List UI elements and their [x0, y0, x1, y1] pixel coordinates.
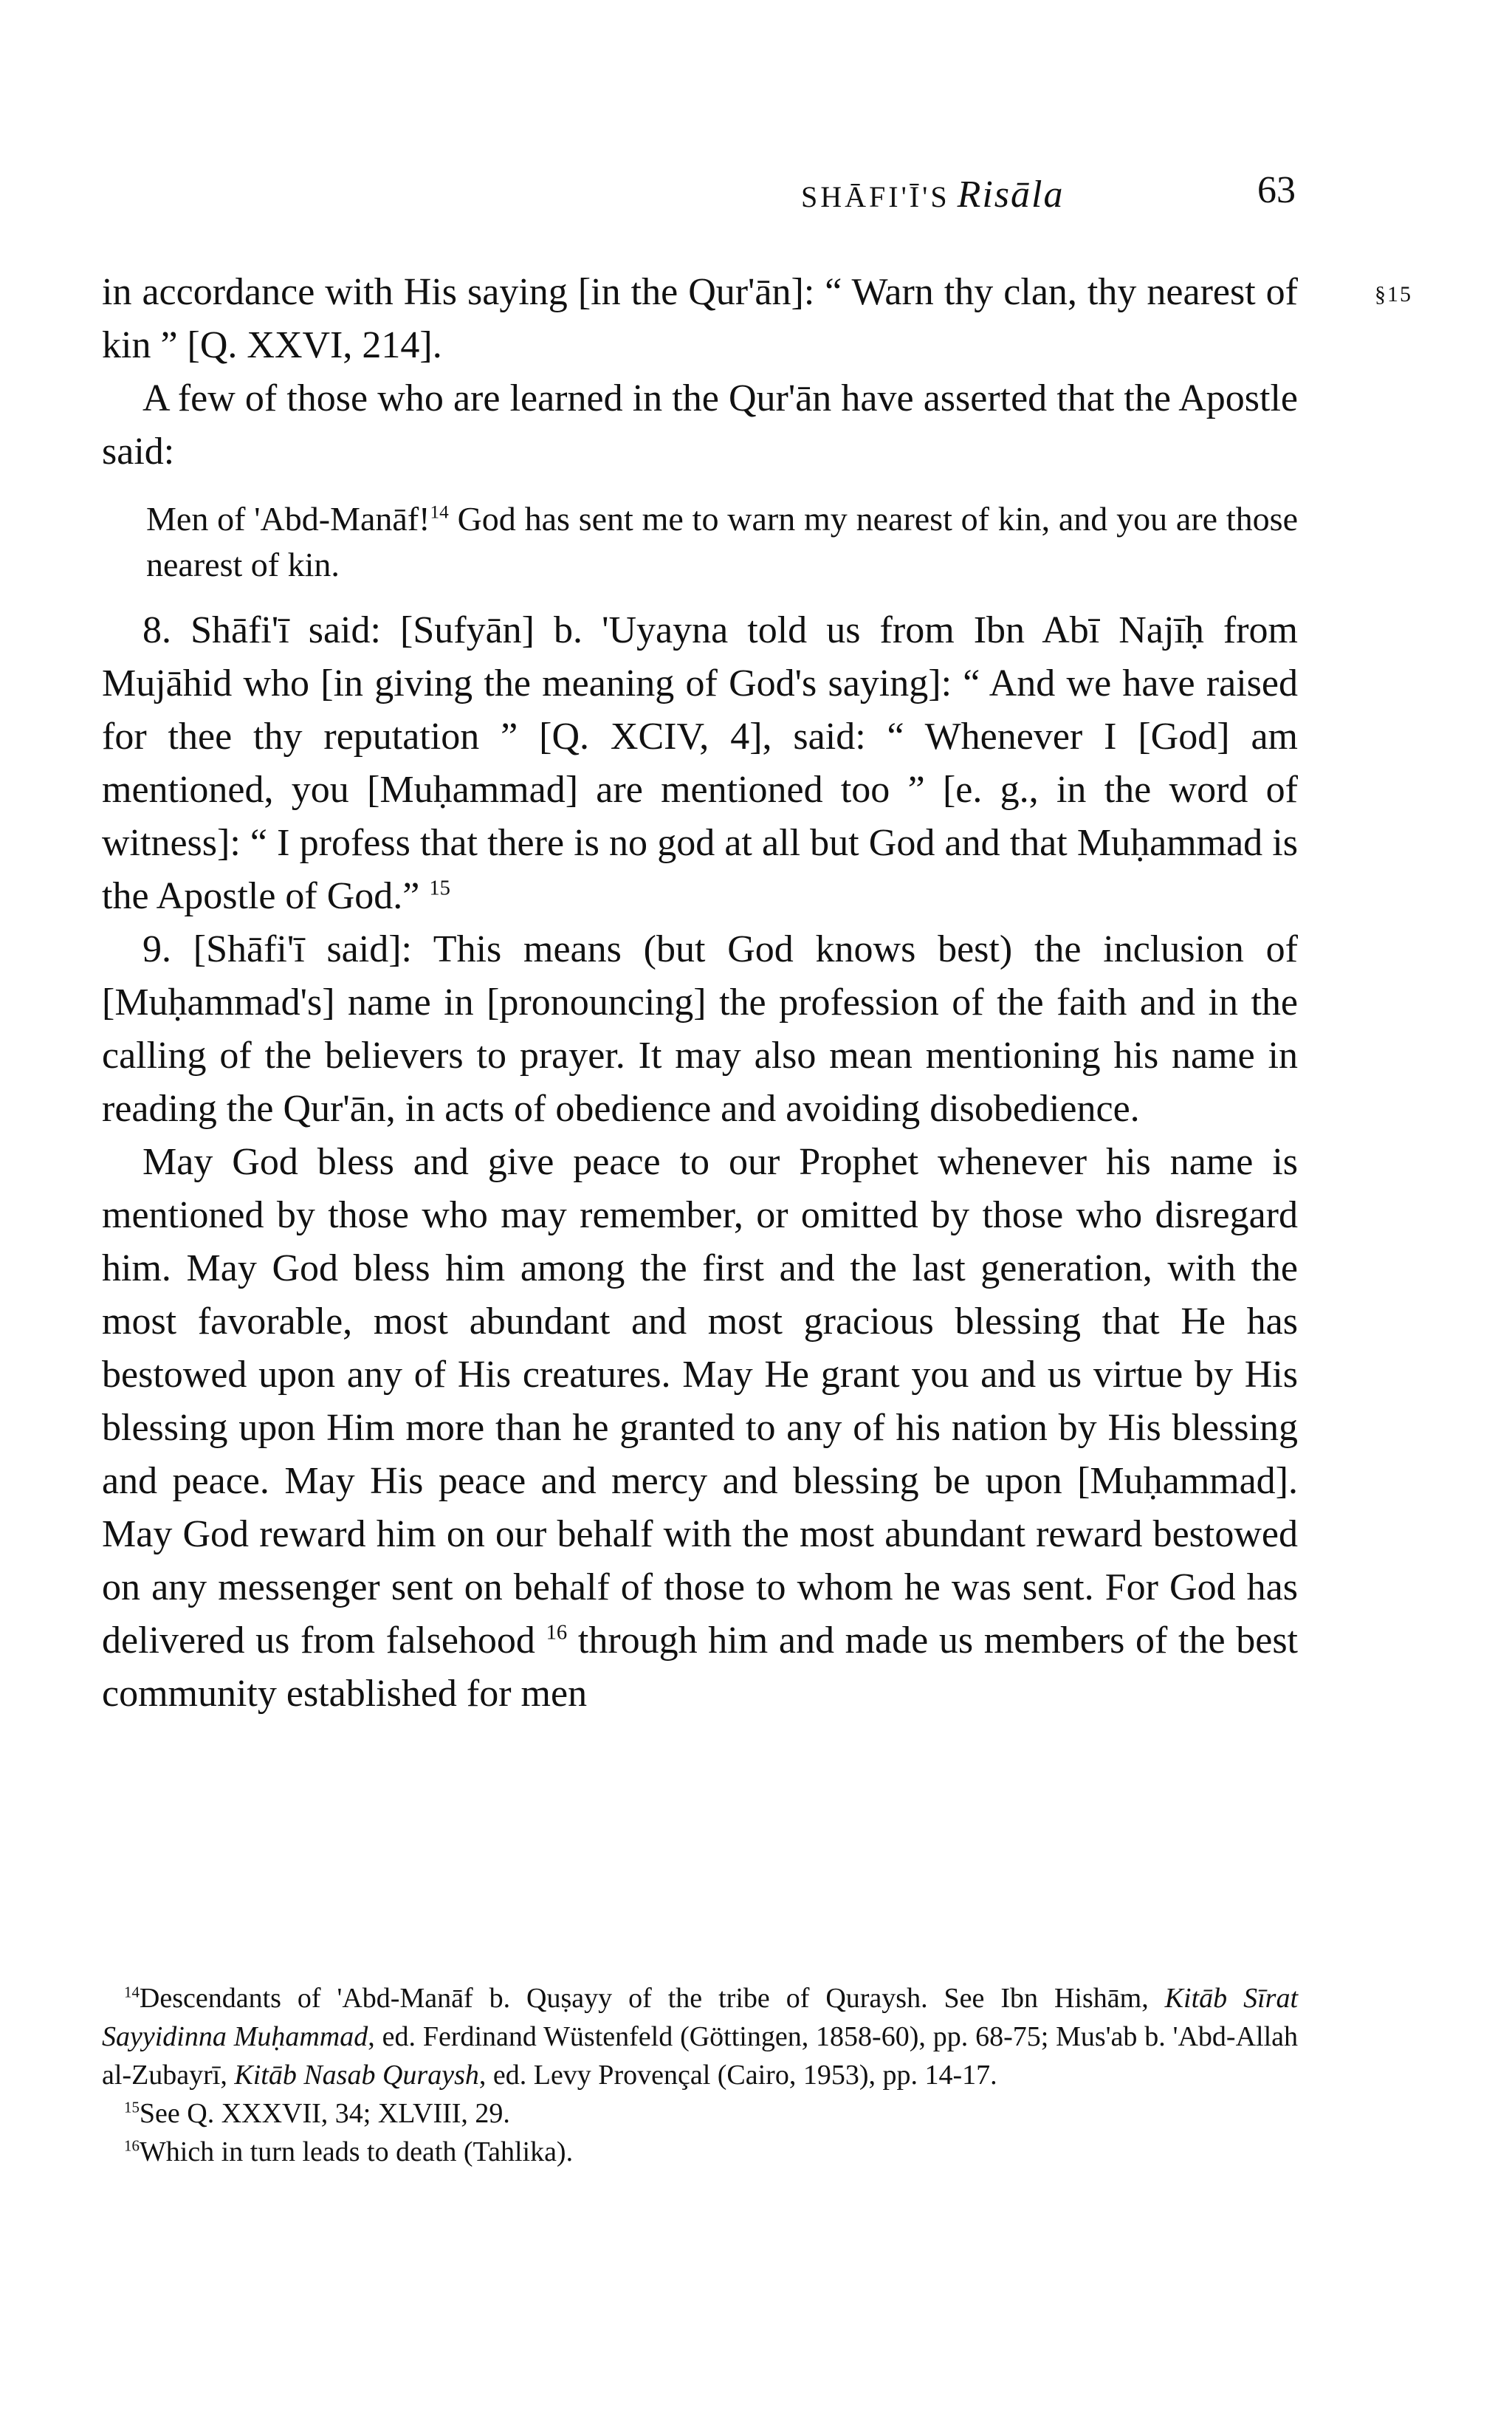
footnote-14: [102, 1979, 1298, 2094]
footnote-14-text-3: , ed. Levy Provençal (Cairo, 1953), pp. 14-17.: [478, 2060, 997, 2091]
footnote-15-text: See Q. XXXVII, 34; XLVIII, 29.: [139, 2098, 510, 2129]
section-margin-reference: §15: [1375, 282, 1412, 306]
running-head: [801, 173, 1064, 216]
footnote-ref-16: 16: [546, 1621, 568, 1645]
footnote-15: [102, 2094, 1298, 2133]
paragraph-8-text: 8. Shāfi'ī said: [Sufyān] b. 'Uyayna told us from Ibn Abī Najīḥ from Mujāhid who [in giving the meaning of God's saying]: “ And we have raised for thee thy reputation ” [Q. XCIV, 4], said: “ Whenever I [God] am mentioned, you [Muḥammad] are mentioned too ” [e. g., in the word of witness]: “ I profess that there is no god at all but God and that Muḥammad is the Apostle of God.”: [102, 609, 1298, 917]
footnote-ref-14: 14: [430, 501, 449, 523]
footnotes: [102, 1979, 1298, 2171]
footnote-14-text-2: , ed. Ferdinand Wüstenfeld (Göttingen, 1858-60), pp. 68-75; Mus'ab b. 'Abd-Allah al-Zubayrī,: [102, 2021, 1298, 2091]
block-quote: [146, 496, 1298, 588]
running-title: Risāla: [957, 174, 1065, 216]
paragraph-learned: A few of those who are learned in the Qur'ān have asserted that the Apostle said:: [102, 377, 1298, 473]
footnote-16-text: Which in turn leads to death (Tahlika).: [139, 2136, 574, 2167]
running-author: SHĀFI'Ī'S: [801, 180, 950, 213]
paragraph-blessing: [102, 1136, 1298, 1721]
main-text: [102, 266, 1298, 1721]
paragraph-8: [102, 604, 1298, 923]
footnote-14-title-1: Kitāb Sīrat Sayyidinna Muḥammad: [102, 1983, 1298, 2052]
footnote-15-number: 15: [124, 2098, 140, 2116]
running-header: [801, 164, 1296, 216]
footnote-14-title-2: Kitāb Nasab Quraysh: [234, 2060, 479, 2091]
paragraph-9: 9. [Shāfi'ī said]: This means (but God knows best) the inclusion of [Muḥammad's] name in [pronouncing] the profession of the faith and in the calling of the believers to prayer. It may also mean mentioning his name in reading the Qur'ān, in acts of obedience and avoiding disobedience.: [102, 928, 1298, 1130]
footnote-14-text: Descendants of 'Abd-Manāf b. Quṣayy of the tribe of Quraysh. See Ibn Hishām,: [139, 1983, 1165, 2014]
page-number: 63: [1257, 169, 1296, 211]
quote-text: Men of 'Abd-Manāf!: [146, 500, 430, 538]
paragraph-continuation: in accordance with His saying [in the Qur'ān]: “ Warn thy clan, thy nearest of kin ” [Q. XXVI, 214].: [102, 271, 1298, 366]
footnote-14-number: 14: [124, 1983, 140, 2001]
footnote-ref-15: 15: [429, 877, 450, 900]
paragraph-blessing-text: May God bless and give peace to our Prophet whenever his name is mentioned by those who may remember, or omitted by those who disregard him. May God bless him among the first and the last generation, with the most favorable, most abundant and most gracious blessing that He has bestowed upon any of His creatures. May He grant you and us virtue by His blessing upon Him more than he granted to any of his nation by His blessing and peace. May His peace and mercy and blessing be upon [Muḥammad]. May God reward him on our behalf with the most abundant reward bestowed on any messenger sent on behalf of those to whom he was sent. For God has delivered us from falsehood: [102, 1141, 1298, 1662]
quote-text-cont: God has sent me to warn my nearest of kin, and you are those nearest of kin.: [146, 500, 1298, 583]
footnote-16-number: 16: [124, 2136, 140, 2155]
paragraph-blessing-end: through him and made us members of the best community established for men: [102, 1619, 1299, 1715]
footnote-16: [102, 2133, 1298, 2171]
